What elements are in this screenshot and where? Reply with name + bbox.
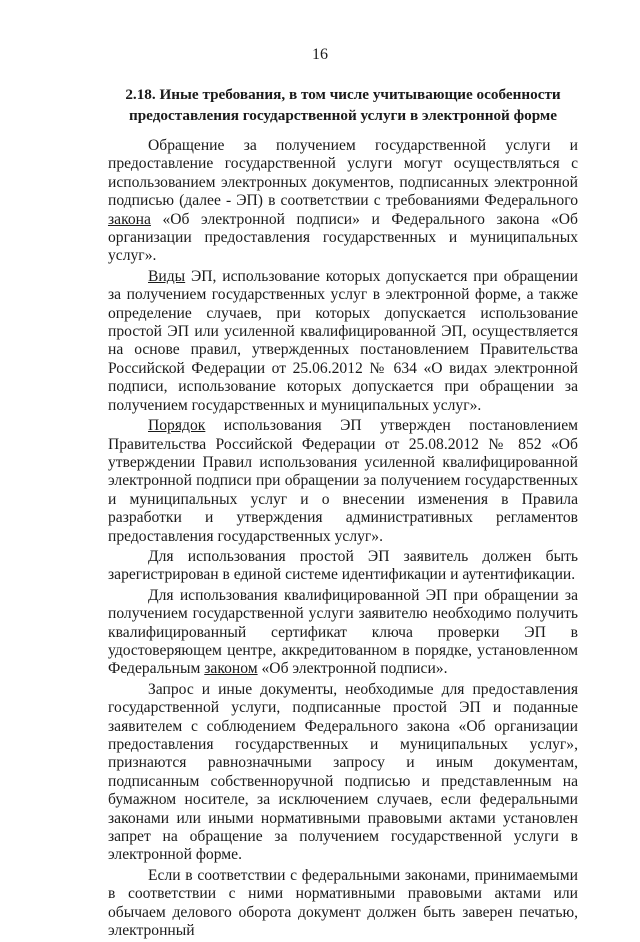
paragraph-electronic-documents: Обращение за получением государственной услуги и предоставление государственной услуги могут осуществляться с использованием электронных документов, подписанных электронной подписью (далее - ЭП) в соответствии с требованиями Федерального закона «Об электронной подписи» и Федерального закона «Об организации предоставления государственных и муниципальных услуг». <box>108 137 578 265</box>
procedure-reference-link: Порядок <box>148 417 206 435</box>
paragraph-request-documents: Запрос и иные документы, необходимые для предоставления государственной услуги, подписанные простой ЭП и поданные заявителем с соблюдением Федерального закона «Об организации предоставления государственных и муниципальных услуг», признаются равнозначными запросу и иным документам, подписанным собственноручной подписью и представленным на бумажном носителе, за исключением случаев, если федеральными законами или иными нормативными правовыми актами установлен запрет на обращение за получением государственной услуги в электронной форме. <box>108 680 578 864</box>
paragraph-usage-procedure: Порядок использования ЭП утвержден постановлением Правительства Российской Федерации от 25.08.2012 № 852 «Об утверждении Правил использования усиленной квалифицированной электронной подписи при обращении за получением государственных и муниципальных услуг и о внесении изменения в Правила разработки и утверждения административных регламентов предоставления государственных услуг». <box>108 417 578 545</box>
paragraph-qualified-signature: Для использования квалифицированной ЭП при обращении за получением государственной услуги заявителю необходимо получить квалифицированный сертификат ключа проверки ЭП в удостоверяющем центре, аккредитованном в порядке, установленном Федеральным законом «Об электронной подписи». <box>108 586 578 678</box>
paragraph-simple-signature: Для использования простой ЭП заявитель должен быть зарегистрирован в единой системе идентификации и аутентификации. <box>108 547 578 584</box>
paragraph-signature-types: Виды ЭП, использование которых допускается при обращении за получением государственных услуг в электронной форме, а также определение случаев, при которых допускается использование простой ЭП или усиленной квалифицированной ЭП, осуществляется на основе правил, утвержденных постановлением Правительства Российской Федерации от 25.06.2012 № 634 «О видах электронной подписи, использование которых допускается при обращении за получением государственных и муниципальных услуг». <box>108 267 578 414</box>
law-reference-link-2: законом <box>204 660 258 678</box>
document-body <box>108 137 578 942</box>
page-number: 16 <box>312 46 328 63</box>
paragraph-seal-requirement: Если в соответствии с федеральными законами, принимаемыми в соответствии с ними нормативными правовыми актами или обычаем делового оборота документ должен быть заверен печатью, электронный <box>108 866 578 940</box>
section-heading: 2.18. Иные требования, в том числе учитывающие особенности предоставления государственной услуги в электронной форме <box>125 86 561 124</box>
types-reference-link: Виды <box>148 267 186 285</box>
law-reference-link: закона <box>108 210 151 228</box>
